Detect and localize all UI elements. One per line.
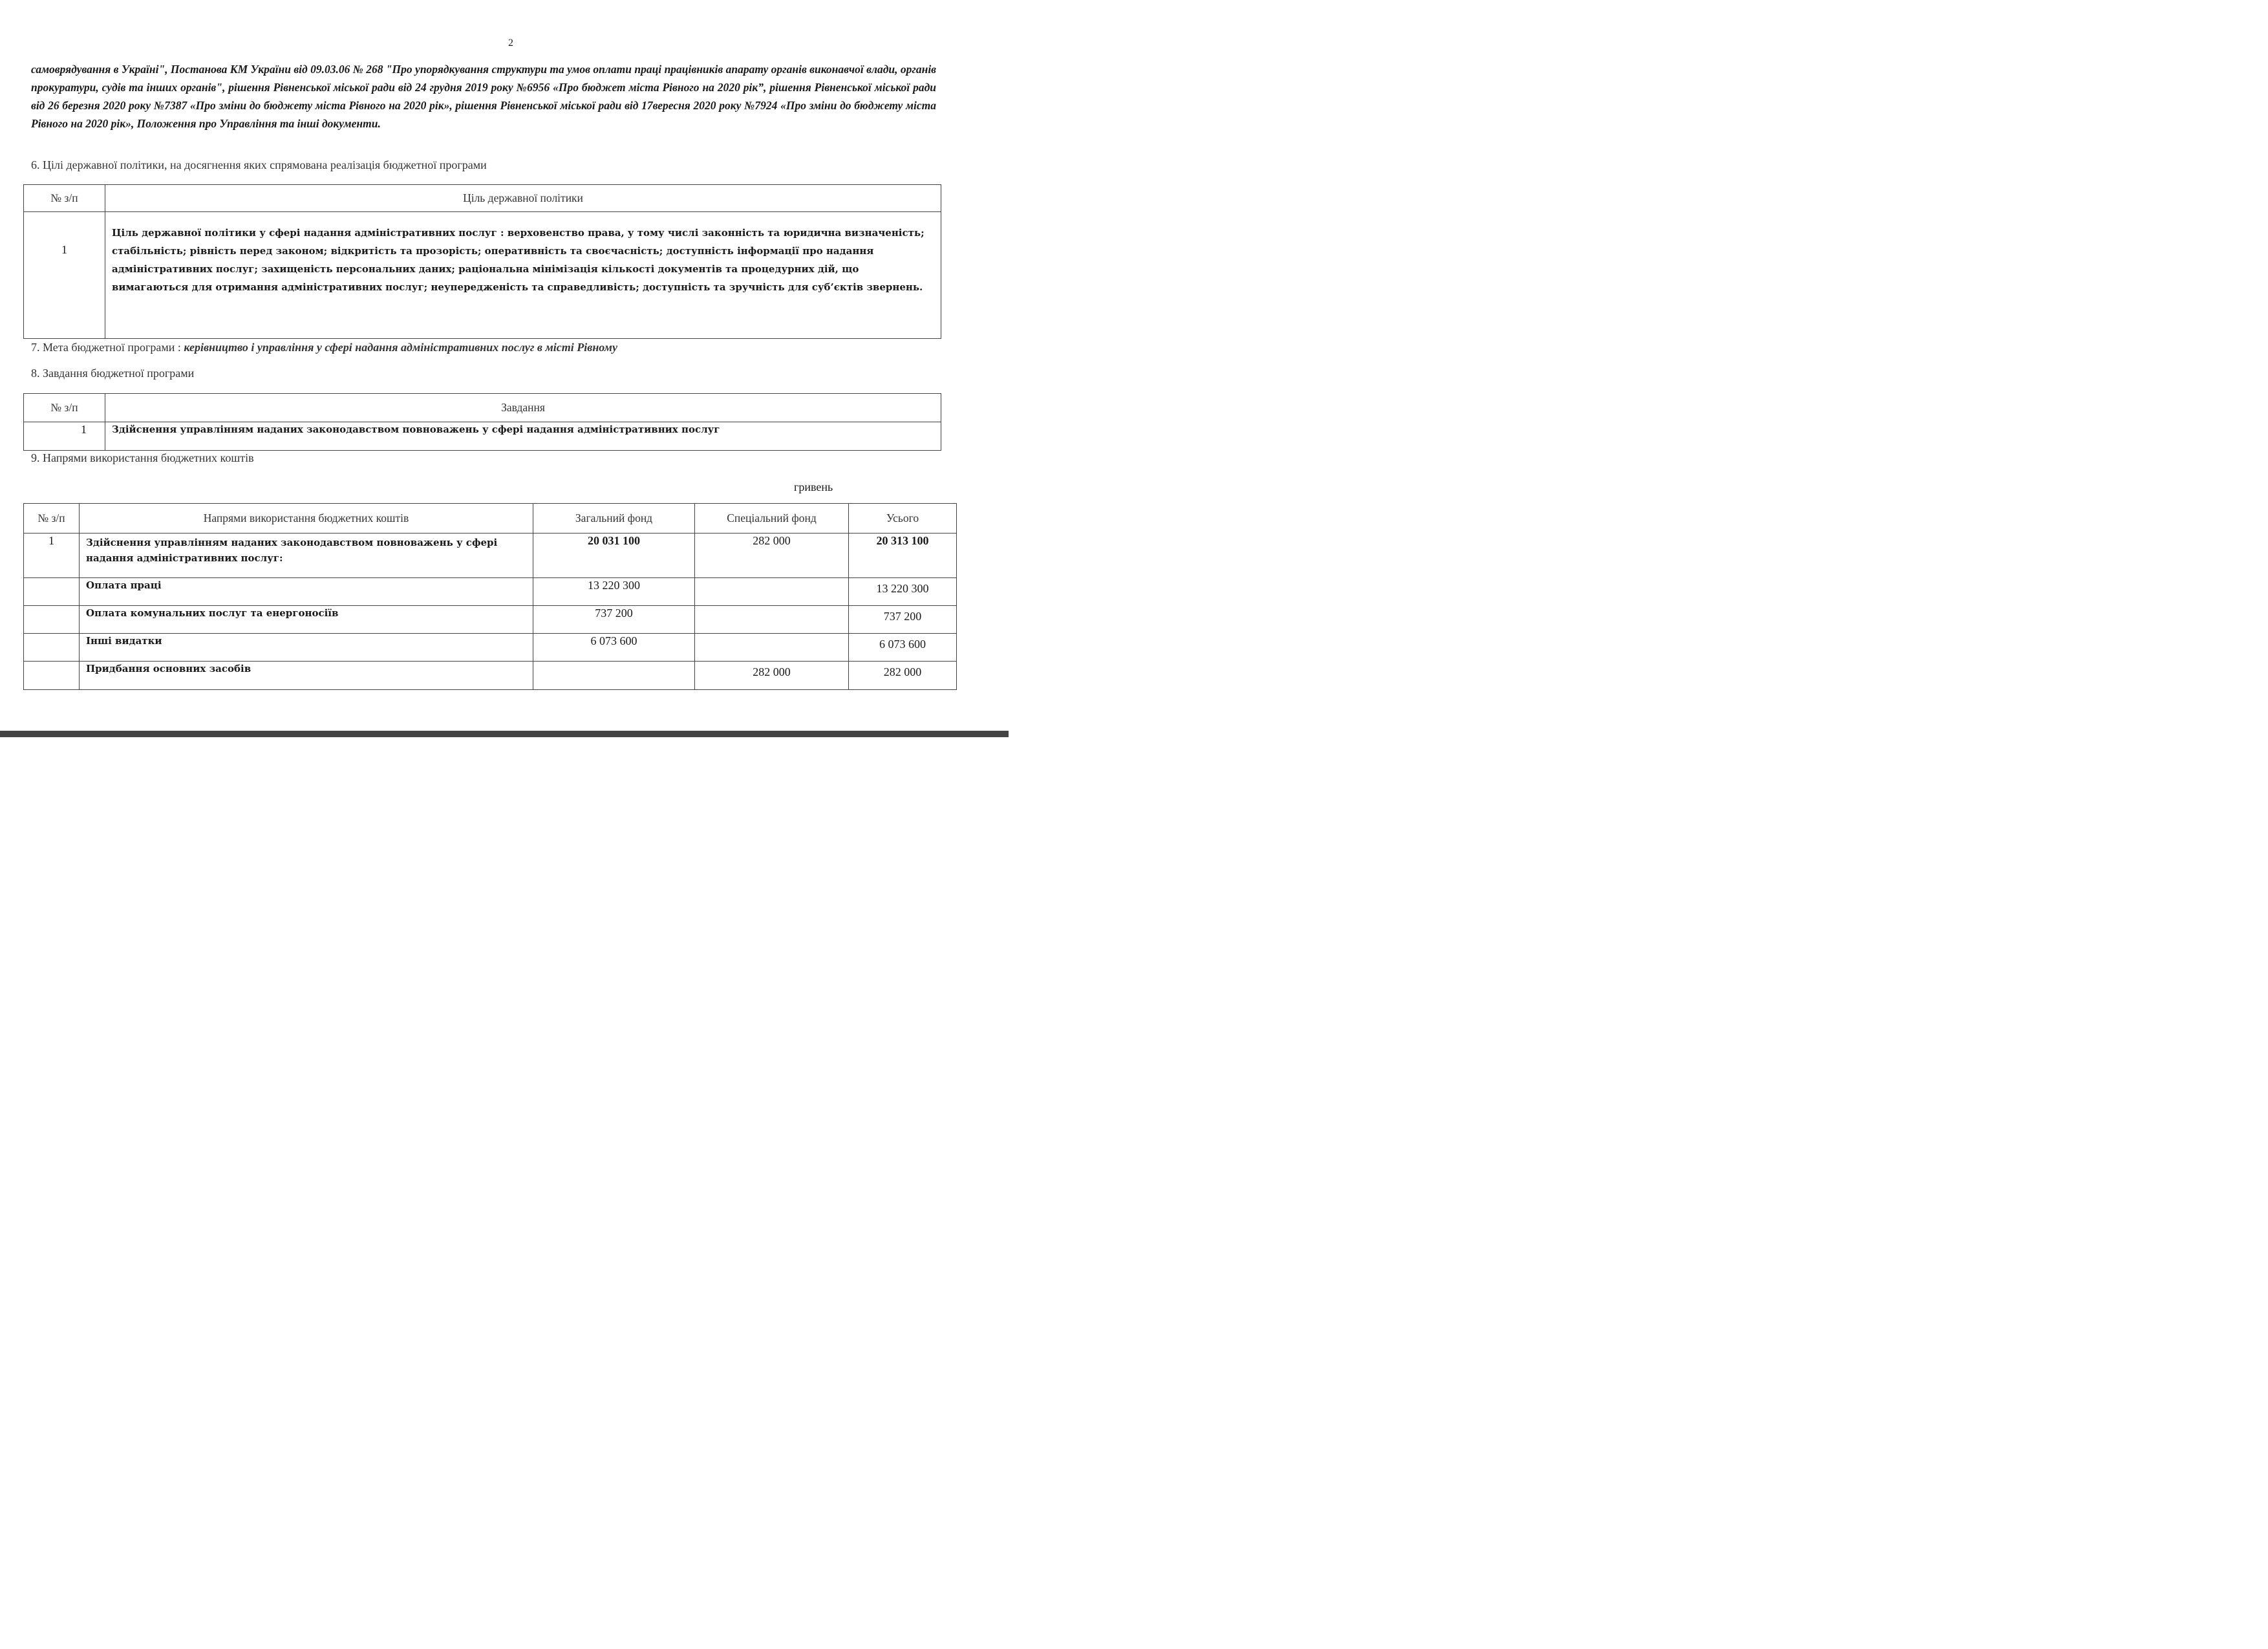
special-fund-value: 282 000: [695, 534, 849, 578]
general-fund-value: 737 200: [533, 606, 695, 634]
section-9-heading: 9. Напрями використання бюджетних коштів: [31, 451, 254, 464]
column-header-number: № з/п: [24, 504, 80, 534]
section-8-heading: 8. Завдання бюджетної програми: [31, 367, 195, 380]
table-header-row: [24, 504, 957, 534]
section-7-line: [31, 341, 617, 354]
row-number: [24, 606, 80, 634]
total-value: 20 313 100: [849, 534, 957, 578]
column-header-special-fund: Спеціальний фонд: [695, 504, 849, 534]
policy-goal-text: Ціль державної політики у сфері надання адміністративних послуг : верховенство права, у тому числі законність та юридична визначеність; стабільність; рівність перед законом; відкритість та прозорість; оперативність та своєчасність; доступність інформації про надання адміністративних послуг; захищеність персональних даних; раціональна мінімізація кількості документів та процедурних дій, що вимагаються для отримання адміністративних послуг; неупередженість та справедливість; доступність та зручність для суб’єктів звернень.: [105, 212, 941, 339]
row-number: 1: [24, 422, 105, 451]
column-header-general-fund: Загальний фонд: [533, 504, 695, 534]
total-value: 737 200: [849, 606, 957, 634]
table-row: [24, 662, 957, 690]
row-number: 1: [24, 534, 80, 578]
total-value: 13 220 300: [849, 578, 957, 606]
section-7-label: 7. Мета бюджетної програми :: [31, 341, 184, 354]
general-fund-value: 20 031 100: [533, 534, 695, 578]
column-header-task: Завдання: [105, 394, 941, 422]
direction-name: Придбання основних засобів: [80, 662, 533, 690]
special-fund-value: [695, 578, 849, 606]
scan-edge-bar: [0, 731, 1009, 737]
program-goal-value: керівництво і управління у сфері надання адміністративних послуг в місті Рівному: [184, 341, 617, 354]
column-header-number: № з/п: [24, 394, 105, 422]
column-header-number: № з/п: [24, 185, 105, 212]
section-6-heading: 6. Цілі державної політики, на досягнення яких спрямована реалізація бюджетної програми: [31, 158, 487, 171]
direction-name: Оплата комунальних послуг та енергоносіїв: [80, 606, 533, 634]
row-number: [24, 578, 80, 606]
task-text: Здійснення управлінням наданих законодавством повноважень у сфері надання адміністративних послуг: [105, 422, 941, 451]
budget-directions-table: [23, 503, 957, 690]
total-value: 282 000: [849, 662, 957, 690]
table-row: [24, 578, 957, 606]
table-header-row: [24, 394, 941, 422]
column-header-goal: Ціль державної політики: [105, 185, 941, 212]
special-fund-value: 282 000: [695, 662, 849, 690]
special-fund-value: [695, 634, 849, 662]
page-number: 2: [508, 38, 513, 48]
total-value: 6 073 600: [849, 634, 957, 662]
table-row: [24, 422, 941, 451]
direction-name: Інші видатки: [80, 634, 533, 662]
table-row: [24, 212, 941, 339]
currency-unit: гривень: [794, 480, 833, 493]
column-header-direction: Напрями використання бюджетних коштів: [80, 504, 533, 534]
policy-goals-table: [23, 184, 941, 339]
column-header-total: Усього: [849, 504, 957, 534]
table-row: [24, 606, 957, 634]
legal-basis-text: самоврядування в Україні", Постанова КМ України від 09.03.06 № 268 "Про упорядкування структури та умов оплати праці працівників апарату органів виконавчої влади, органів прокуратури, судів та інших органів", рішення Рівненської міської ради від 24 грудня 2019 року №6956 «Про бюджет міста Рівного на 2020 рік”, рішення Рівненської міської ради від 26 березня 2020 року №7387 «Про зміни до бюджету міста Рівного на 2020 рік», рішення Рівненської міської ради від 17вересня 2020 року №7924 «Про зміни до бюджету міста Рівного на 2020 рік», Положення про Управління та інші документи.: [31, 63, 936, 130]
table-row: [24, 634, 957, 662]
direction-name: Оплата праці: [80, 578, 533, 606]
program-tasks-table: [23, 393, 941, 451]
general-fund-value: 13 220 300: [533, 578, 695, 606]
row-number: [24, 634, 80, 662]
direction-name: Здійснення управлінням наданих законодавством повноважень у сфері надання адміністративних послуг:: [80, 534, 533, 578]
general-fund-value: [533, 662, 695, 690]
special-fund-value: [695, 606, 849, 634]
general-fund-value: 6 073 600: [533, 634, 695, 662]
table-header-row: [24, 185, 941, 212]
row-number: [24, 662, 80, 690]
table-row: [24, 534, 957, 578]
row-number: 1: [24, 212, 105, 339]
